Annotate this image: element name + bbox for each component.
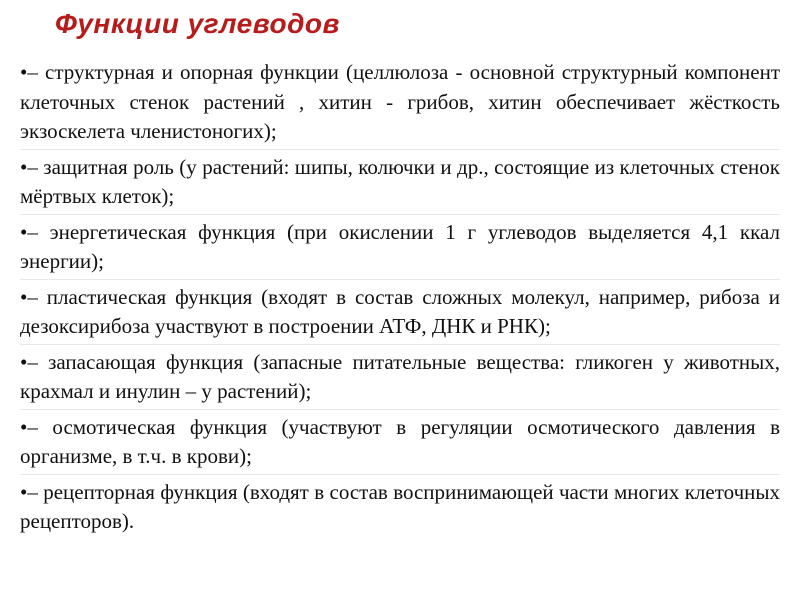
- bullet-icon: •: [20, 154, 28, 179]
- list-item-text: – осмотическая функция (участвуют в регуляции осмотического давления в организме, в т.ч. в крови);: [20, 414, 780, 468]
- bullet-icon: •: [20, 479, 28, 504]
- function-list: [20, 58, 780, 542]
- list-item-storage: [20, 348, 780, 410]
- bullet-icon: •: [20, 414, 28, 439]
- list-item-receptor: [20, 478, 780, 539]
- list-item-text: – энергетическая функция (при окислении 1 г углеводов выделяется 4,1 ккал энергии);: [20, 219, 780, 273]
- list-item-protective: [20, 153, 780, 215]
- list-item-structural: [20, 58, 780, 150]
- bullet-icon: •: [20, 219, 28, 244]
- list-item-osmotic: [20, 413, 780, 475]
- list-item-text: – запасающая функция (запасные питательные вещества: гликоген у животных, крахмал и инулин – у растений);: [20, 349, 780, 403]
- list-item-energy: [20, 218, 780, 280]
- list-item-text: – рецепторная функция (входят в состав воспринимающей части многих клеточных рецепторов).: [20, 479, 780, 533]
- bullet-icon: •: [20, 60, 28, 84]
- list-item-plastic: [20, 283, 780, 345]
- list-item-text: – пластическая функция (входят в состав сложных молекул, например, рибоза и дезоксирибоза участвуют в построении АТФ, ДНК и РНК);: [20, 284, 780, 338]
- list-item-text: – защитная роль (у растений: шипы, колючки и др., состоящие из клеточных стенок мёртвых клеток);: [20, 154, 780, 208]
- bullet-icon: •: [20, 349, 28, 374]
- slide-title: Функции углеводов: [55, 8, 340, 39]
- list-item-text: – структурная и опорная функции (целлюлоза - основной структурный компонент клеточных стенок растений , хитин - грибов, хитин обеспечивает жёсткость экзоскелета членистоногих);: [20, 60, 780, 143]
- bullet-icon: •: [20, 284, 28, 309]
